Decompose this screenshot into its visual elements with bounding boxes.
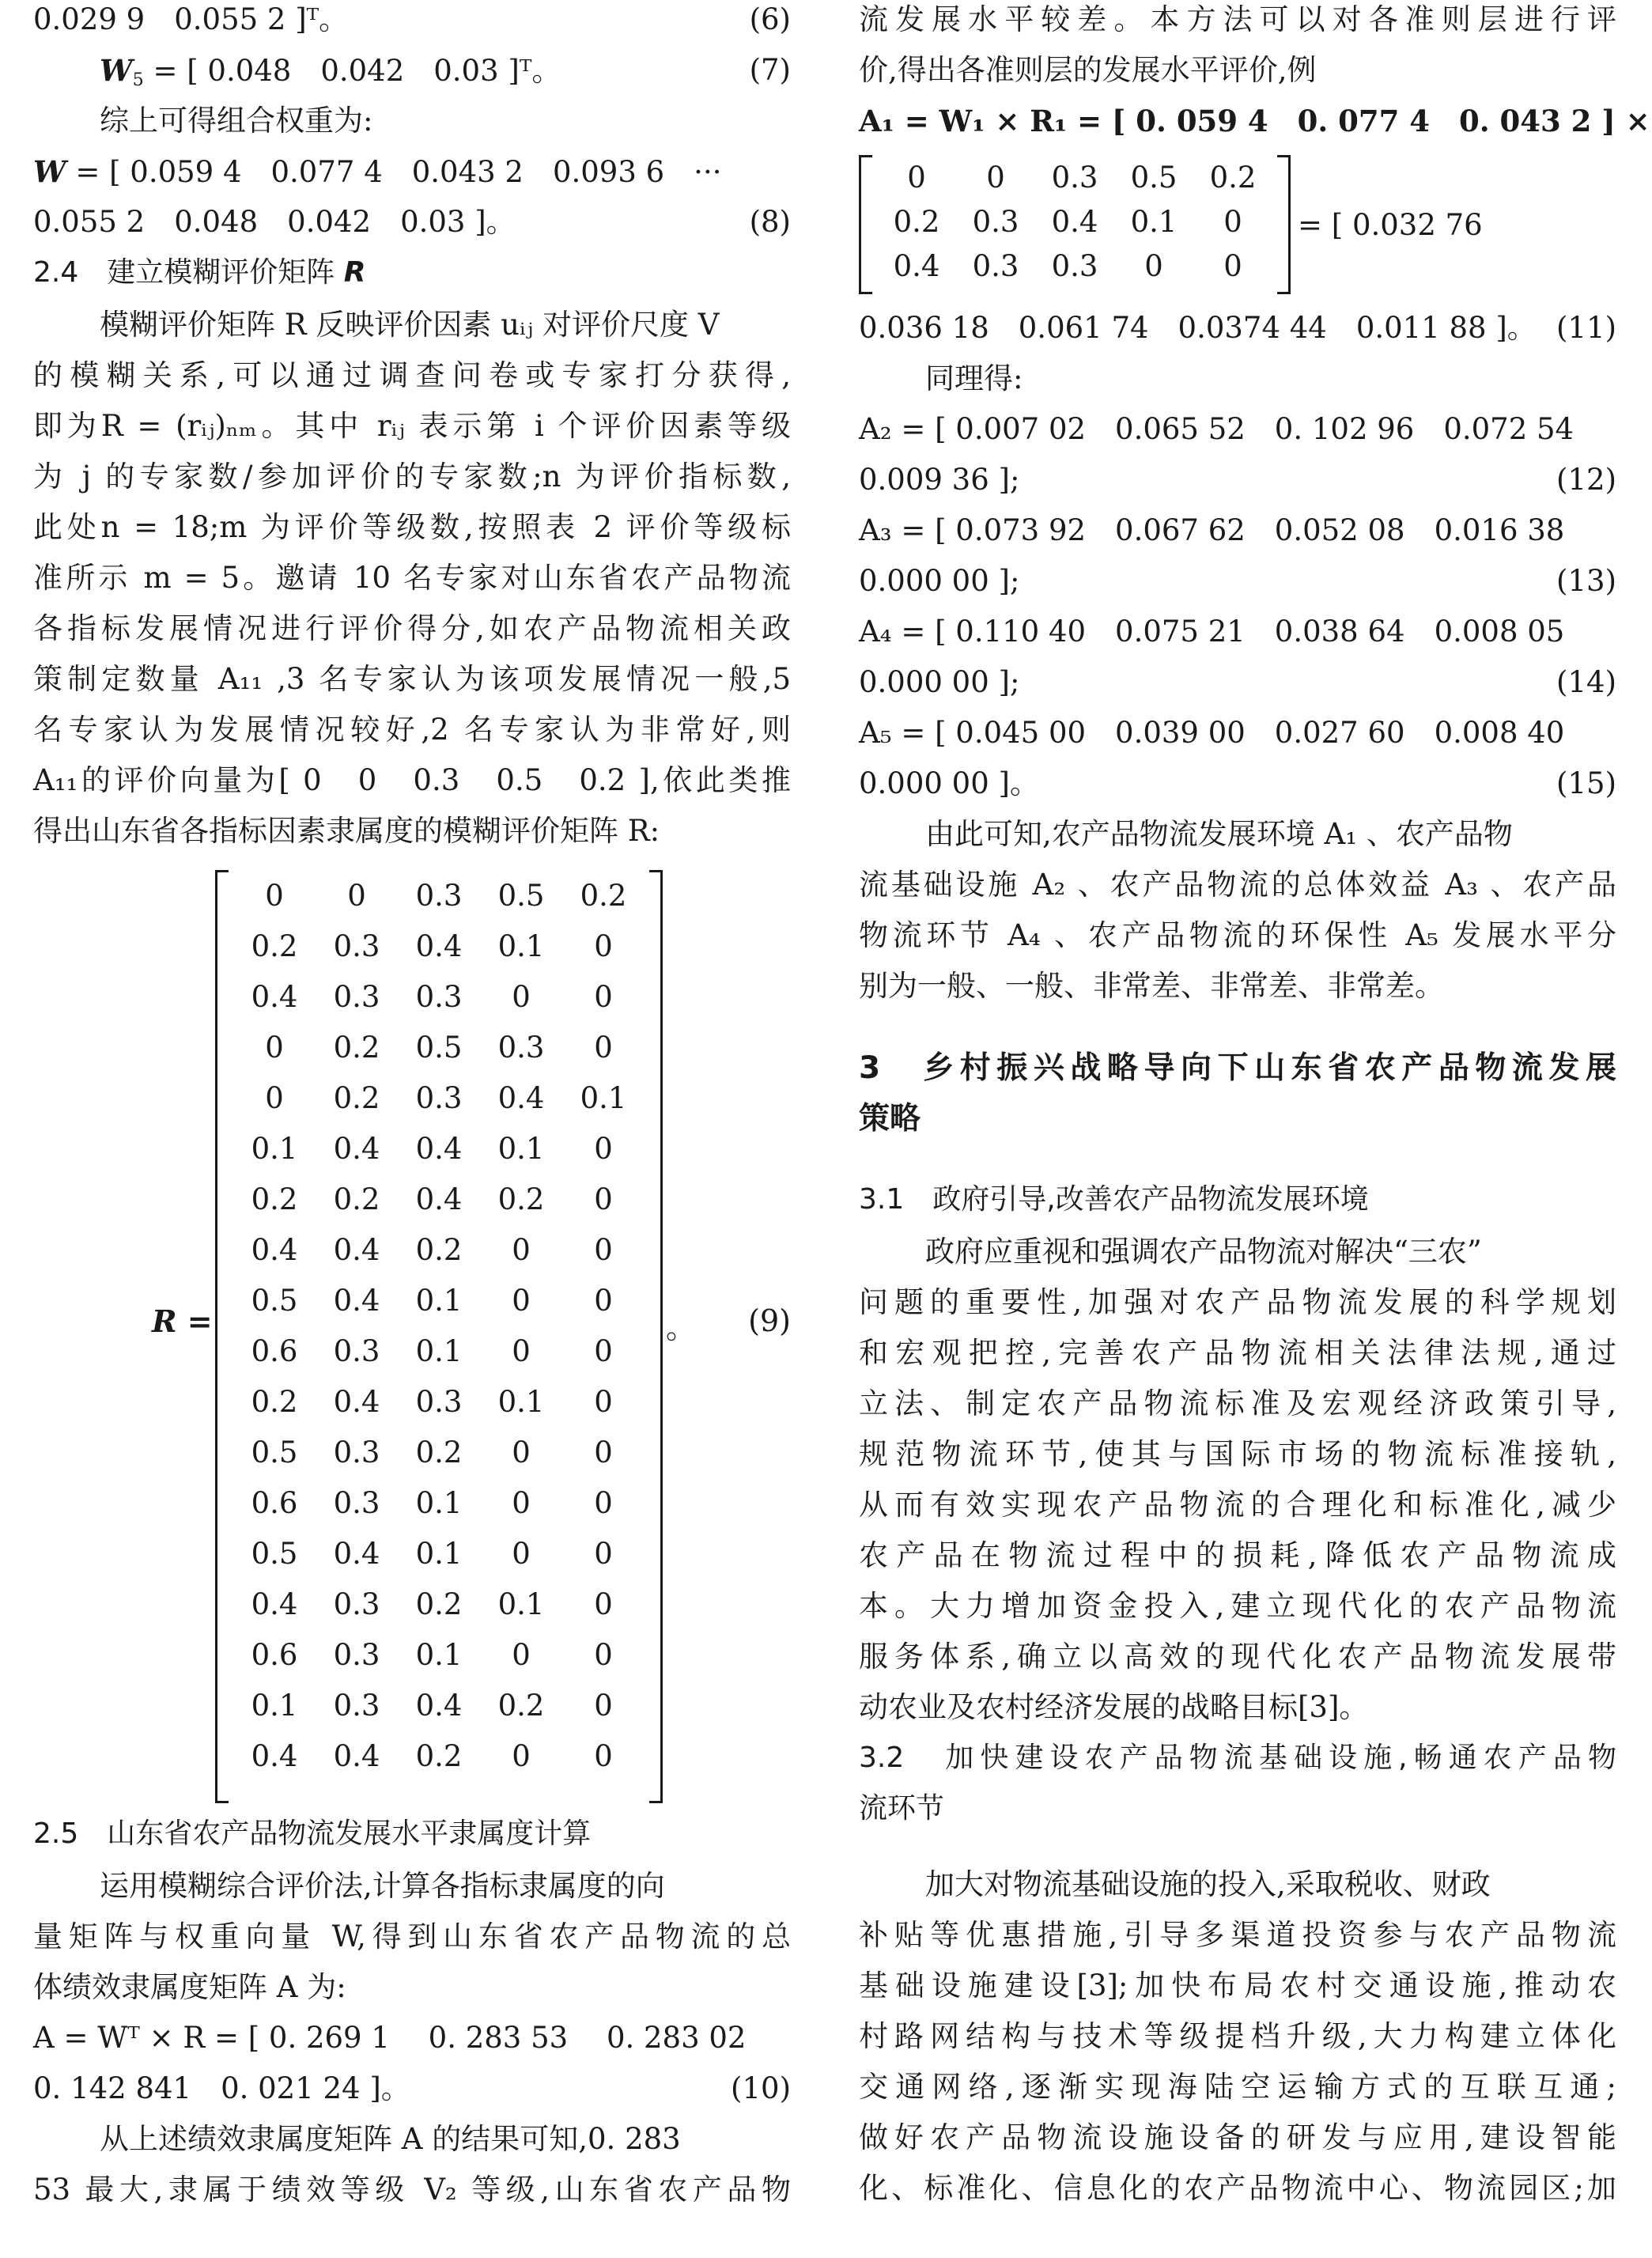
matrix-cell: 0.2 bbox=[251, 1385, 298, 1419]
matrix-cell: 0 bbox=[594, 1739, 613, 1773]
matrix-cell: 0.3 bbox=[1051, 161, 1098, 195]
matrix-cell: 0 bbox=[594, 1435, 613, 1469]
matrix-cell: 0.4 bbox=[415, 1689, 463, 1723]
equation-11-line-cont: 0.036 18 0.061 74 0.0374 44 0.011 88 ]。 (11) bbox=[859, 311, 1616, 345]
matrix-row bbox=[217, 1738, 660, 1775]
paragraph-line: A₁₁的评价向量为[ 0 0 0.3 0.5 0.2 ],依此类推 bbox=[33, 763, 791, 797]
paragraph-line: 策制定数量 A₁₁ ,3 名专家认为该项发展情况一般,5 bbox=[33, 662, 791, 696]
matrix-row bbox=[217, 1030, 660, 1066]
paragraph-line: 综上可得组合权重为: bbox=[100, 104, 373, 138]
matrix-cell: 0 bbox=[594, 1132, 613, 1166]
matrix-row bbox=[217, 1485, 660, 1522]
matrix-cell: 0.3 bbox=[415, 879, 463, 913]
equation-12-line-cont: 0.009 36 ]; (12) bbox=[859, 463, 1616, 497]
matrix-r-label: R = bbox=[152, 1303, 213, 1339]
paragraph-line: 从而有效实现农产品物流的合理化和标准化,减少 bbox=[859, 1488, 1616, 1522]
matrix-cell: 0 bbox=[594, 1638, 613, 1672]
paragraph-line: 同理得: bbox=[925, 361, 1023, 395]
matrix-row bbox=[217, 979, 660, 1016]
matrix-row bbox=[217, 1637, 660, 1674]
matrix-cell: 0 bbox=[594, 1334, 613, 1368]
paragraph-line: 53 最大,隶属于绩效等级 V₂ 等级,山东省农产品物 bbox=[33, 2173, 791, 2207]
matrix-cell: 0.3 bbox=[497, 1031, 545, 1065]
matrix-row bbox=[217, 929, 660, 965]
subsection-heading-3-1: 3.1 政府引导,改善农产品物流发展环境 bbox=[859, 1183, 1369, 1216]
bracket-tick bbox=[649, 1801, 660, 1803]
equation-6-line: 0.029 9 0.055 2 ]ᵀ。 (6) bbox=[33, 2, 791, 36]
matrix-cell: 0 bbox=[594, 1486, 613, 1520]
matrix-cell: 0 bbox=[265, 1031, 284, 1065]
matrix-cell: 0 bbox=[594, 1587, 613, 1621]
matrix-cell: 0.1 bbox=[497, 1385, 545, 1419]
equation-11-result: = [ 0.032 76 bbox=[1298, 208, 1483, 242]
paragraph-line: 准所示 m = 5。邀请 10 名专家对山东省农产品物流 bbox=[33, 561, 791, 595]
matrix-r-end: 。 bbox=[666, 1311, 697, 1345]
equation-8-line: W = [ 0.059 4 0.077 4 0.043 2 0.093 6 ··· bbox=[33, 154, 722, 189]
matrix-cell: 0.5 bbox=[497, 879, 545, 913]
matrix-cell: 0 bbox=[594, 1385, 613, 1419]
paragraph-line: 本。大力增加资金投入,建立现代化的农产品物流 bbox=[859, 1589, 1616, 1623]
paragraph-line: 别为一般、一般、非常差、非常差、非常差。 bbox=[859, 969, 1444, 1003]
equation-number: (15) bbox=[1556, 766, 1616, 800]
paragraph-line: 流基础设施 A₂ 、农产品物流的总体效益 A₃ 、农产品 bbox=[859, 868, 1616, 902]
matrix-cell: 0 bbox=[512, 1233, 531, 1267]
matrix-row bbox=[217, 1131, 660, 1167]
section-heading-3-cont: 策略 bbox=[859, 1101, 921, 1137]
equation-15-line: A₅ = [ 0.045 00 0.039 00 0.027 60 0.008 40 bbox=[859, 716, 1565, 750]
matrix-cell: 0.4 bbox=[497, 1081, 545, 1115]
matrix-cell: 0 bbox=[594, 1182, 613, 1216]
bracket-tick bbox=[649, 870, 660, 872]
paragraph-line: 服务体系,确立以高效的现代化农产品物流发展带 bbox=[859, 1640, 1616, 1674]
equation-number: (11) bbox=[1556, 311, 1616, 345]
matrix-cell: 0 bbox=[594, 1031, 613, 1065]
equation-11-line: A₁ = W₁ × R₁ = [ 0. 059 4 0. 077 4 0. 043 2 ] × bbox=[859, 104, 1650, 138]
bracket-tick bbox=[861, 292, 872, 294]
paragraph-line: 补贴等优惠措施,引导多渠道投资参与农产品物流 bbox=[859, 1918, 1616, 1952]
matrix-cell: 0 bbox=[512, 1537, 531, 1571]
equation-number: (13) bbox=[1556, 564, 1616, 598]
matrix-cell: 0.4 bbox=[333, 1537, 380, 1571]
paragraph-line: 量矩阵与权重向量 W,得到山东省农产品物流的总 bbox=[33, 1919, 791, 1954]
paragraph-line: 为 j 的专家数/参加评价的专家数;n 为评价指标数, bbox=[33, 460, 791, 494]
paragraph-line: 即为R = (rᵢⱼ)ₙₘ。其中 rᵢⱼ 表示第 i 个评价因素等级 bbox=[33, 409, 791, 443]
matrix-cell: 0 bbox=[265, 879, 284, 913]
matrix-row bbox=[217, 1587, 660, 1623]
paragraph-line: 化、标准化、信息化的农产品物流中心、物流园区;加 bbox=[859, 2171, 1616, 2205]
matrix-cell: 0.3 bbox=[333, 980, 380, 1014]
matrix-cell: 0.4 bbox=[251, 1587, 298, 1621]
equation-15-line-cont: 0.000 00 ]。 (15) bbox=[859, 766, 1616, 800]
equation-8-line-cont: 0.055 2 0.048 0.042 0.03 ]。 (8) bbox=[33, 205, 791, 239]
matrix-row bbox=[217, 1080, 660, 1117]
paragraph-line: 价,得出各准则层的发展水平评价,例 bbox=[859, 53, 1317, 87]
matrix-cell: 0.2 bbox=[333, 1031, 380, 1065]
paragraph-line: 做好农产品物流设施设备的研发与应用,建设智能 bbox=[859, 2120, 1616, 2154]
matrix-cell: 0 bbox=[347, 879, 366, 913]
matrix-cell: 0.4 bbox=[251, 1739, 298, 1773]
matrix-cell: 0.4 bbox=[251, 1233, 298, 1267]
matrix-cell: 0.1 bbox=[415, 1486, 463, 1520]
matrix-cell: 0.6 bbox=[251, 1334, 298, 1368]
matrix-cell: 0.5 bbox=[251, 1284, 298, 1318]
matrix-cell: 0.6 bbox=[251, 1638, 298, 1672]
matrix-cell: 0 bbox=[594, 1689, 613, 1723]
subsection-heading-3-2: 3.2 加快建设农产品物流基础设施,畅通农产品物 bbox=[859, 1742, 1616, 1774]
matrix-cell: 0 bbox=[512, 1284, 531, 1318]
matrix-cell: 0 bbox=[512, 1638, 531, 1672]
matrix-cell: 0.2 bbox=[251, 1182, 298, 1216]
matrix-cell: 0.2 bbox=[497, 1182, 545, 1216]
paragraph-line: 此处n = 18;m 为评价等级数,按照表 2 评价等级标 bbox=[33, 510, 791, 544]
matrix-row bbox=[217, 1688, 660, 1724]
matrix-cell: 0 bbox=[986, 161, 1005, 195]
matrix-cell: 0.4 bbox=[333, 1233, 380, 1267]
equation-10-line-cont: 0. 142 841 0. 021 24 ]。 (10) bbox=[33, 2071, 791, 2105]
equation-13-line: A₃ = [ 0.073 92 0.067 62 0.052 08 0.016 38 bbox=[859, 513, 1565, 547]
matrix-cell: 0.2 bbox=[415, 1233, 463, 1267]
bracket-tick bbox=[217, 1801, 229, 1803]
paragraph-line: 动农业及农村经济发展的战略目标[3]。 bbox=[859, 1690, 1369, 1724]
matrix-cell: 0.4 bbox=[251, 980, 298, 1014]
matrix-cell: 0.4 bbox=[333, 1385, 380, 1419]
paragraph-line: 村路网结构与技术等级提档升级,大力构建立体化 bbox=[859, 2019, 1616, 2053]
matrix-cell: 0 bbox=[594, 1233, 613, 1267]
paragraph-line: 加大对物流基础设施的投入,采取税收、财政 bbox=[925, 1867, 1491, 1901]
matrix-cell: 0 bbox=[594, 1537, 613, 1571]
matrix-cell: 0.2 bbox=[415, 1739, 463, 1773]
matrix-cell: 0.3 bbox=[415, 1081, 463, 1115]
matrix-cell: 0.1 bbox=[251, 1132, 298, 1166]
bracket-tick bbox=[1277, 155, 1288, 157]
paragraph-line: 名专家认为发展情况较好,2 名专家认为非常好,则 bbox=[33, 713, 791, 747]
paragraph-line: 从上述绩效隶属度矩阵 A 的结果可知,0. 283 bbox=[100, 2122, 681, 2156]
equation-13-line-cont: 0.000 00 ]; (13) bbox=[859, 564, 1616, 598]
matrix-cell: 0.3 bbox=[972, 249, 1019, 283]
equation-number: (7) bbox=[749, 53, 791, 87]
bracket-tick bbox=[1277, 292, 1288, 294]
matrix-cell: 0.3 bbox=[333, 929, 380, 963]
equation-14-line-cont: 0.000 00 ]; (14) bbox=[859, 665, 1616, 699]
matrix-cell: 0 bbox=[594, 1284, 613, 1318]
matrix-row bbox=[217, 1536, 660, 1572]
matrix-cell: 0.2 bbox=[333, 1081, 380, 1115]
paragraph-line: 运用模糊综合评价法,计算各指标隶属度的向 bbox=[100, 1869, 665, 1903]
matrix-cell: 0.2 bbox=[497, 1689, 545, 1723]
matrix-row bbox=[217, 1384, 660, 1420]
matrix-cell: 0 bbox=[1223, 249, 1242, 283]
paragraph-line: 的模糊关系,可以通过调查问卷或专家打分获得, bbox=[33, 358, 791, 392]
matrix-cell: 0.4 bbox=[415, 1182, 463, 1216]
matrix-row bbox=[217, 878, 660, 914]
matrix-cell: 0 bbox=[594, 929, 613, 963]
matrix-cell: 0.4 bbox=[333, 1132, 380, 1166]
matrix-cell: 0.1 bbox=[497, 929, 545, 963]
matrix-row bbox=[861, 160, 1288, 196]
paragraph-line: 得出山东省各指标因素隶属度的模糊评价矩阵 R: bbox=[33, 814, 660, 848]
paragraph-line: 各指标发展情况进行评价得分,如农产品物流相关政 bbox=[33, 611, 791, 645]
matrix-cell: 0.3 bbox=[1051, 249, 1098, 283]
subsection-heading-2-4: 2.4 建立模糊评价矩阵 R bbox=[33, 256, 366, 289]
matrix-cell: 0.3 bbox=[333, 1435, 380, 1469]
matrix-cell: 0 bbox=[907, 161, 926, 195]
equation-12-line: A₂ = [ 0.007 02 0.065 52 0. 102 96 0.072 54 bbox=[859, 412, 1575, 446]
matrix-cell: 0.3 bbox=[333, 1587, 380, 1621]
paragraph-line: 规范物流环节,使其与国际市场的物流标准接轨, bbox=[859, 1437, 1616, 1471]
matrix-cell: 0.4 bbox=[415, 929, 463, 963]
matrix-cell: 0.2 bbox=[580, 879, 627, 913]
matrix-cell: 0.1 bbox=[415, 1334, 463, 1368]
matrix-cell: 0.2 bbox=[415, 1587, 463, 1621]
matrix-cell: 0.1 bbox=[415, 1537, 463, 1571]
matrix-cell: 0.1 bbox=[497, 1132, 545, 1166]
matrix-cell: 0.2 bbox=[893, 205, 940, 239]
equation-number: (12) bbox=[1556, 463, 1616, 497]
matrix-cell: 0.5 bbox=[415, 1031, 463, 1065]
matrix-cell: 0 bbox=[594, 980, 613, 1014]
matrix-row bbox=[217, 1435, 660, 1471]
matrix-cell: 0.1 bbox=[580, 1081, 627, 1115]
matrix-cell: 0 bbox=[265, 1081, 284, 1115]
paragraph-line: 物流环节 A₄ 、农产品物流的环保性 A₅ 发展水平分 bbox=[859, 918, 1616, 952]
equation-number: (8) bbox=[749, 205, 791, 239]
matrix-r1 bbox=[859, 155, 1291, 294]
paragraph-line: 政府应重视和强调农产品物流对解决“三农” bbox=[925, 1235, 1482, 1269]
equation-number: (10) bbox=[731, 2071, 791, 2105]
matrix-cell: 0.4 bbox=[333, 1739, 380, 1773]
paragraph-line: 交通网络,逐渐实现海陆空运输方式的互联互通; bbox=[859, 2070, 1616, 2104]
bracket-tick bbox=[217, 870, 229, 872]
matrix-cell: 0.4 bbox=[415, 1132, 463, 1166]
matrix-cell: 0.3 bbox=[333, 1689, 380, 1723]
matrix-cell: 0.1 bbox=[415, 1638, 463, 1672]
matrix-cell: 0.3 bbox=[972, 205, 1019, 239]
matrix-row bbox=[861, 248, 1288, 285]
matrix-cell: 0.1 bbox=[497, 1587, 545, 1621]
matrix-cell: 0 bbox=[1223, 205, 1242, 239]
matrix-cell: 0.3 bbox=[415, 1385, 463, 1419]
matrix-cell: 0.1 bbox=[415, 1284, 463, 1318]
paragraph-line: 流发展水平较差。本方法可以对各准则层进行评 bbox=[859, 2, 1616, 36]
matrix-row bbox=[861, 204, 1288, 240]
matrix-cell: 0.5 bbox=[251, 1435, 298, 1469]
paragraph-line: 问题的重要性,加强对农产品物流发展的科学规划 bbox=[859, 1285, 1616, 1319]
subsection-heading-3-2-cont: 流环节 bbox=[859, 1792, 945, 1825]
matrix-row bbox=[217, 1283, 660, 1319]
paragraph-line: 立法、制定农产品物流标准及宏观经济政策引导, bbox=[859, 1386, 1616, 1420]
matrix-cell: 0 bbox=[512, 980, 531, 1014]
equation-number: (6) bbox=[749, 2, 791, 36]
matrix-cell: 0.1 bbox=[1130, 205, 1178, 239]
subsection-heading-2-5: 2.5 山东省农产品物流发展水平隶属度计算 bbox=[33, 1817, 592, 1850]
equation-10-line: A = Wᵀ × R = [ 0. 269 1 0. 283 53 0. 283 02 bbox=[33, 2021, 747, 2055]
matrix-cell: 0.4 bbox=[333, 1284, 380, 1318]
matrix-cell: 0 bbox=[1144, 249, 1163, 283]
paragraph-line: 由此可知,农产品物流发展环境 A₁ 、农产品物 bbox=[925, 817, 1513, 851]
section-heading-3: 3 乡村振兴战略导向下山东省农产品物流发展 bbox=[859, 1050, 1616, 1086]
paragraph-line: 基础设施建设[3];加快布局农村交通设施,推动农 bbox=[859, 1969, 1616, 2003]
equation-14-line: A₄ = [ 0.110 40 0.075 21 0.038 64 0.008 05 bbox=[859, 615, 1565, 649]
matrix-cell: 0.3 bbox=[415, 980, 463, 1014]
paragraph-line: 和宏观把控,完善农产品物流相关法律法规,通过 bbox=[859, 1336, 1616, 1370]
paragraph-line: 农产品在物流过程中的损耗,降低农产品物流成 bbox=[859, 1538, 1616, 1572]
paragraph-line: 体绩效隶属度矩阵 A 为: bbox=[33, 1970, 346, 2004]
equation-number: (9) bbox=[748, 1303, 791, 1338]
matrix-cell: 0.5 bbox=[251, 1537, 298, 1571]
matrix-cell: 0.2 bbox=[251, 929, 298, 963]
matrix-row bbox=[217, 1182, 660, 1218]
matrix-cell: 0.2 bbox=[333, 1182, 380, 1216]
matrix-cell: 0.1 bbox=[251, 1689, 298, 1723]
matrix-cell: 0.5 bbox=[1130, 161, 1178, 195]
paragraph-line: 模糊评价矩阵 R 反映评价因素 uᵢⱼ 对评价尺度 V bbox=[100, 308, 720, 342]
matrix-cell: 0.6 bbox=[251, 1486, 298, 1520]
matrix-cell: 0 bbox=[512, 1435, 531, 1469]
bracket-tick bbox=[861, 155, 872, 157]
matrix-cell: 0.3 bbox=[333, 1334, 380, 1368]
matrix-cell: 0.2 bbox=[1209, 161, 1257, 195]
equation-number: (14) bbox=[1556, 665, 1616, 699]
matrix-cell: 0.4 bbox=[893, 249, 940, 283]
matrix-cell: 0.3 bbox=[333, 1638, 380, 1672]
matrix-cell: 0 bbox=[512, 1334, 531, 1368]
matrix-cell: 0.4 bbox=[1051, 205, 1098, 239]
matrix-r bbox=[215, 870, 663, 1803]
matrix-row bbox=[217, 1232, 660, 1269]
matrix-cell: 0.3 bbox=[333, 1486, 380, 1520]
matrix-cell: 0 bbox=[512, 1486, 531, 1520]
matrix-cell: 0 bbox=[512, 1739, 531, 1773]
matrix-cell: 0.2 bbox=[415, 1435, 463, 1469]
equation-7-line: $W_5$ = [ 0.048 0.042 0.03 ]ᵀ。 (7) bbox=[100, 53, 791, 90]
matrix-row bbox=[217, 1333, 660, 1370]
